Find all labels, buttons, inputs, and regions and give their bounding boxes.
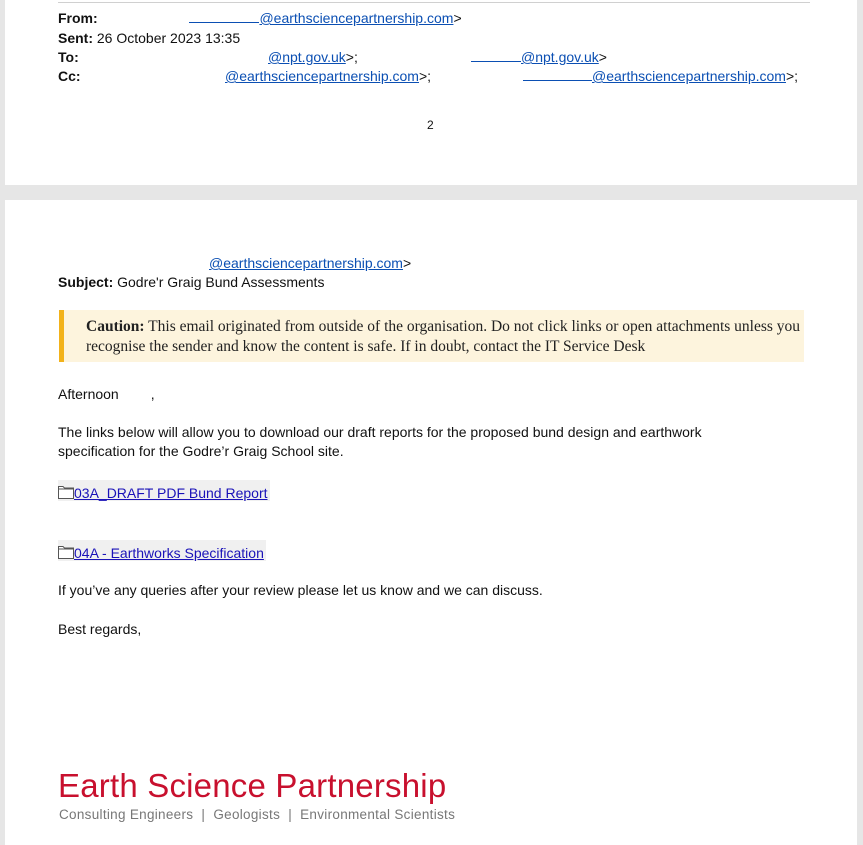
- header-divider: [58, 2, 810, 3]
- cc-recipient-1: [225, 67, 431, 85]
- to-separator: >;: [345, 49, 358, 65]
- to-recipient-2: [471, 48, 607, 66]
- greeting-comma: ,: [150, 386, 155, 402]
- to-label: To:: [58, 49, 79, 65]
- from-address-link[interactable]: @earthsciencepartnership.com: [259, 10, 454, 26]
- continued-address-link[interactable]: @earthsciencepartnership.com: [209, 255, 403, 271]
- redacted-name: [189, 10, 259, 23]
- greeting: [58, 385, 778, 404]
- attachment-2-link[interactable]: 04A - Earthworks Specification: [74, 545, 264, 561]
- from-label: From:: [58, 10, 98, 26]
- to-row: [58, 48, 79, 66]
- company-tagline: Consulting Engineers | Geologists | Environmental Scientists: [59, 807, 456, 822]
- cc-close: >;: [785, 68, 799, 84]
- from-row: [58, 9, 462, 27]
- caution-label: Caution:: [86, 318, 145, 335]
- caution-banner: [59, 310, 804, 362]
- folder-icon: [58, 485, 74, 499]
- cc-recipient-2: [523, 67, 798, 85]
- subject-row: [58, 273, 324, 291]
- company-logo-title: Earth Science Partnership: [58, 767, 447, 804]
- redacted-name: [523, 68, 592, 81]
- to-address-link-2[interactable]: @npt.gov.uk: [521, 49, 599, 65]
- to-close: >: [598, 49, 607, 65]
- caution-text: This email originated from outside of the organisation. Do not click links or open attachments unless you recognise the sender and know the content is safe. If in doubt, contact the IT Service Desk: [86, 318, 801, 355]
- intro-paragraph: The links below will allow you to download our draft reports for the proposed bund design and earthwork specification for the Godre’r Graig School site.: [58, 424, 702, 459]
- from-close: >: [453, 10, 462, 26]
- subject-label: Subject:: [58, 274, 114, 290]
- attachment-1[interactable]: [58, 480, 270, 501]
- sent-value: 26 October 2023 13:35: [93, 30, 241, 46]
- cc-row: [58, 67, 81, 85]
- signoff: Best regards,: [58, 621, 142, 637]
- redacted-name: [471, 49, 521, 62]
- subject-value: Godre'r Graig Bund Assessments: [113, 274, 325, 290]
- cc-separator: >;: [418, 68, 432, 84]
- sent-row: [58, 29, 240, 47]
- to-address-link-1[interactable]: @npt.gov.uk: [268, 49, 346, 65]
- page-number: 2: [427, 118, 434, 132]
- folder-icon: [58, 545, 74, 559]
- continued-address-row: [209, 254, 411, 272]
- to-recipient-1: [268, 48, 358, 66]
- attachment-2[interactable]: [58, 540, 266, 561]
- cc-address-link-2[interactable]: @earthsciencepartnership.com: [592, 68, 786, 84]
- queries-paragraph: If you’ve any queries after your review please let us know and we can discuss.: [58, 582, 543, 598]
- email-page-1: [5, 0, 857, 185]
- attachment-1-link[interactable]: 03A_DRAFT PDF Bund Report: [74, 485, 268, 501]
- cc-label: Cc:: [58, 68, 81, 84]
- sent-label: Sent:: [58, 30, 93, 46]
- greeting-text: Afternoon: [58, 386, 119, 402]
- continued-close: >: [402, 255, 412, 271]
- email-page-2: [5, 200, 857, 845]
- cc-address-link-1[interactable]: @earthsciencepartnership.com: [225, 68, 419, 84]
